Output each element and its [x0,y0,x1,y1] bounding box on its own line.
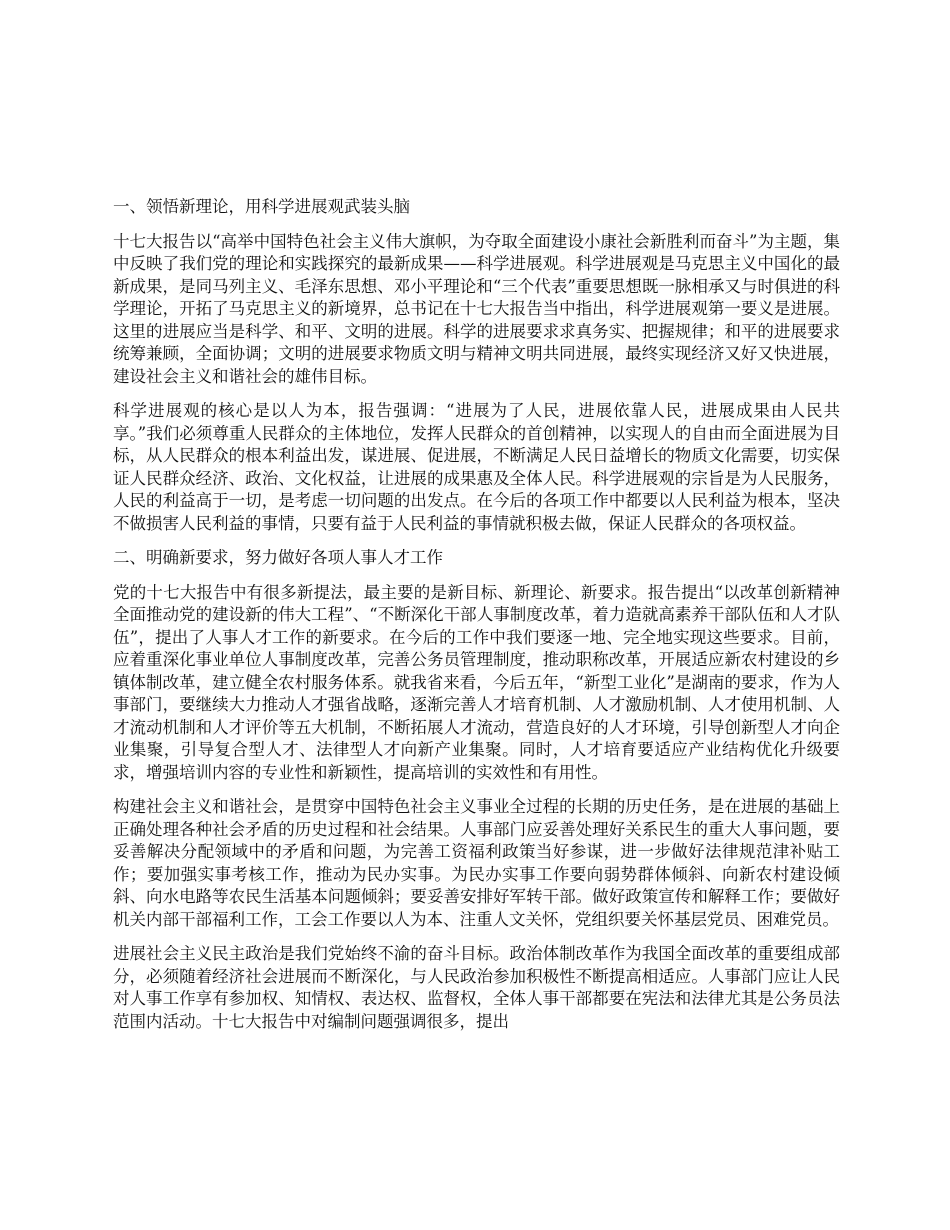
paragraph-2: 科学进展观的核心是以人为本，报告强调：“进展为了人民，进展依靠人民，进展成果由人民共享。”我们必须尊重人民群众的主体地位，发挥人民群众的首创精神，以实现人的自由而全面进展为目标，从人民群众的根本利益出发，谋进展、促进展，不断满足人民日益增长的物质文化需要，切实保证人民群众经济、政治、文化权益，让进展的成果惠及全体人民。科学进展观的宗旨是为人民服务，人民的利益高于一切，是考虑一切问题的出发点。在今后的各项工作中都要以人民利益为根本，坚决不做损害人民利益的事情，只要有益于人民利益的事情就积极去做，保证人民群众的各项权益。 [113,401,840,533]
document-body [113,196,840,1045]
paragraph-3: 党的十七大报告中有很多新提法，最主要的是新目标、新理论、新要求。报告提出“以改革创新精神全面推动党的建设新的伟大工程”、“不断深化干部人事制度改革，着力造就高素养干部队伍和人才队伍”，提出了人事人才工作的新要求。在今后的工作中我们要逐一地、完全地实现这些要求。目前，应着重深化事业单位人事制度改革，完善公务员管理制度，推动职称改革，开展适应新农村建设的乡镇体制改革，建立健全农村服务体系。就我省来看，今后五年，“新型工业化”是湖南的要求，作为人事部门，要继续大力推动人才强省战略，逐渐完善人才培育机制、人才激励机制、人才使用机制、人才流动机制和人才评价等五大机制，不断拓展人才流动，营造良好的人才环境，引导创新型人才向企业集聚，引导复合型人才、法律型人才向新产业集聚。同时，人才培育要适应产业结构优化升级要求，增强培训内容的专业性和新颖性，提高培训的实效性和有用性。 [113,582,840,782]
section-heading-1: 一、领悟新理论，用科学进展观武装头脑 [113,197,410,216]
section-heading-2: 二、明确新要求，努力做好各项人事人才工作 [113,548,443,567]
paragraph-4: 构建社会主义和谐社会，是贯穿中国特色社会主义事业全过程的长期的历史任务，是在进展的基础上正确处理各种社会矛盾的历史过程和社会结果。人事部门应妥善处理好关系民生的重大人事问题，要妥善解决分配领域中的矛盾和问题，为完善工资福利政策当好参谋，进一步做好法律规范津补贴工作；要加强实事考核工作，推动为民办实事。为民办实事工作要向弱势群体倾斜、向新农村建设倾斜、向水电路等农民生活基本问题倾斜；要妥善安排好军转干部。做好政策宣传和解释工作；要做好机关内部干部福利工作，工会工作要以人为本、注重人文关怀，党组织要关怀基层党员、困难党员。 [113,797,840,929]
paragraph-5: 进展社会主义民主政治是我们党始终不渝的奋斗目标。政治体制改革作为我国全面改革的重要组成部分，必须随着经济社会进展而不断深化，与人民政治参加积极性不断提高相适应。人事部门应让人民对人事工作享有参加权、知情权、表达权、监督权，全体人事干部都要在宪法和法律尤其是公务员法范围内活动。十七大报告中对编制问题强调很多，提出 [113,944,840,1031]
paragraph-1: 十七大报告以“高举中国特色社会主义伟大旗帜，为夺取全面建设小康社会新胜利而奋斗”为主题，集中反映了我们党的理论和实践探究的最新成果——科学进展观。科学进展观是马克思主义中国化的最新成果，是同马列主义、毛泽东思想、邓小平理论和“三个代表”重要思想既一脉相承又与时俱进的科学理论，开拓了马克思主义的新境界，总书记在十七大报告当中指出，科学进展观第一要义是进展。这里的进展应当是科学、和平、文明的进展。科学的进展要求求真务实、把握规律；和平的进展要求统筹兼顾，全面协调；文明的进展要求物质文明与精神文明共同进展，最终实现经济又好又快进展，建设社会主义和谐社会的雄伟目标。 [113,231,840,386]
